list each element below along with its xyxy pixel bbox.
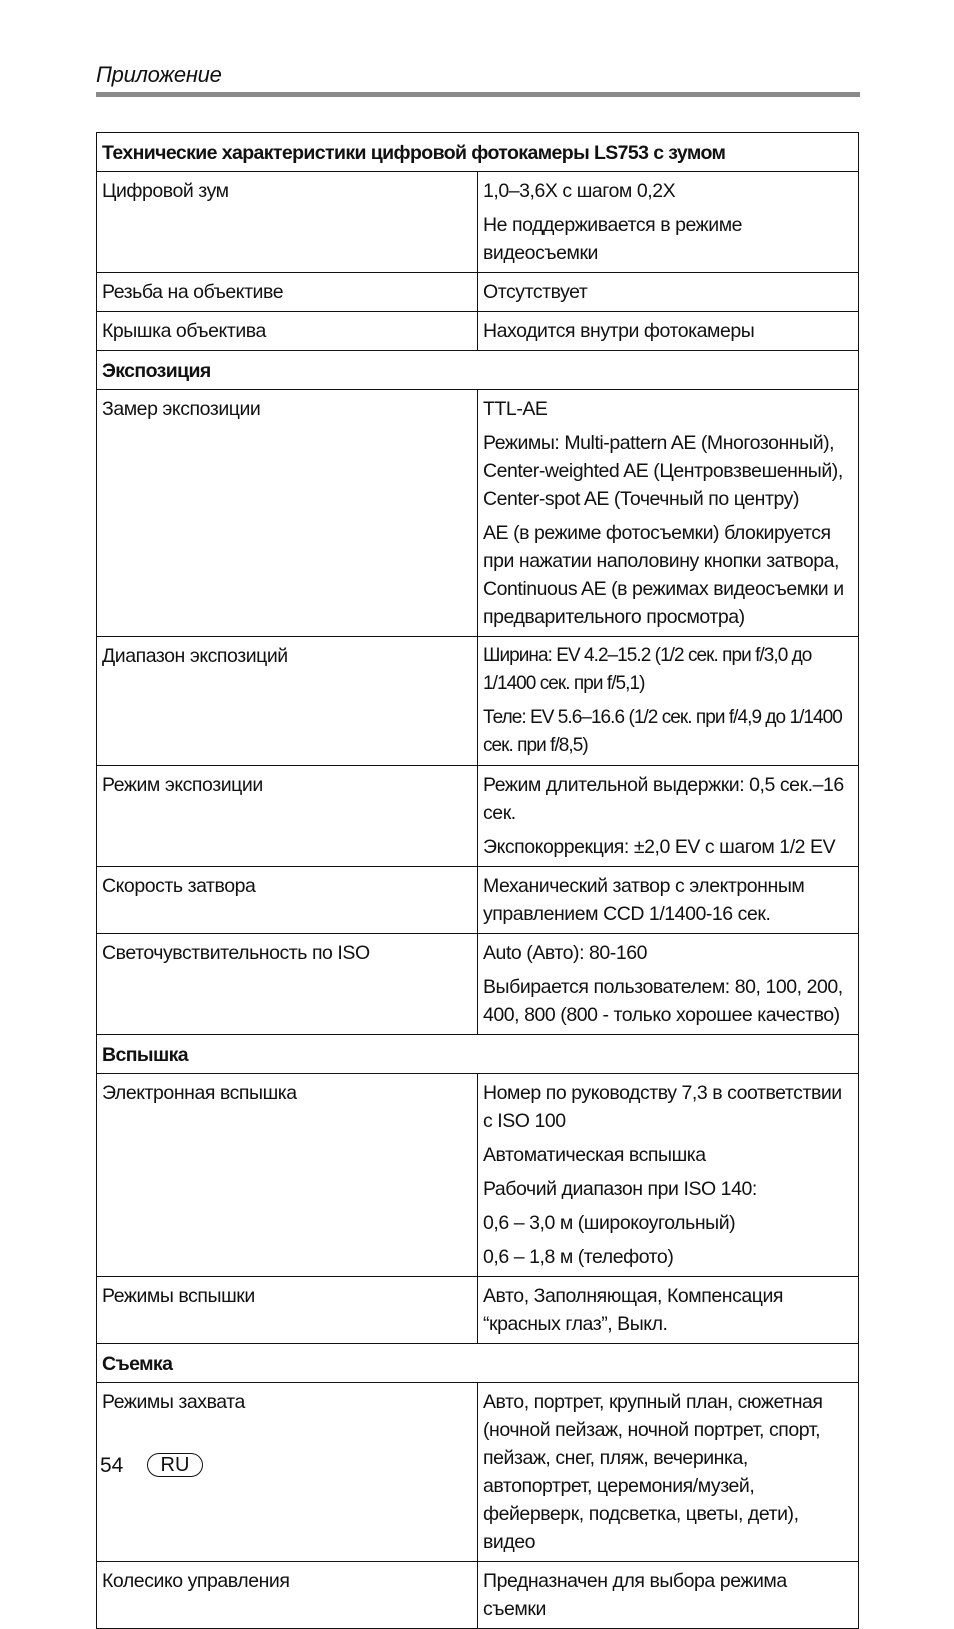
spec-value: Не поддерживается в режиме видеосъемки (483, 214, 743, 264)
table-row (97, 867, 859, 934)
spec-value: 0,6 – 3,0 м (широкоугольный) (483, 1212, 736, 1234)
spec-value: Режимы: Multi-pattern AE (Многозонный), Center-weighted AE (Центровзвешенный), Center-spot AE (Точечный по центру) (483, 432, 843, 510)
spec-value: Авто, Заполняющая, Компенсация “красных глаз”, Выкл. (483, 1285, 784, 1335)
spec-value-cell (478, 766, 859, 867)
spec-label: Электронная вспышка (97, 1074, 478, 1277)
table-row (97, 273, 859, 312)
section-heading: Экспозиция (97, 351, 859, 390)
spec-label: Замер экспозиции (97, 390, 478, 637)
header-divider (96, 92, 860, 97)
section-row (97, 1344, 859, 1383)
spec-value: Автоматическая вспышка (483, 1144, 706, 1166)
spec-value: 1,0–3,6X с шагом 0,2X (483, 180, 676, 202)
page-header (96, 58, 860, 98)
spec-value: Авто, портрет, крупный план, сюжетная (ночной пейзаж, ночной портрет, спорт, пейзаж, снег, пляж, вечеринка, автопортрет, церемония/музей, фейерверк, подсветка, цветы, дети), видео (483, 1391, 823, 1553)
spec-value: Предназначен для выбора режима съемки (483, 1570, 787, 1620)
table-row (97, 390, 859, 637)
section-row (97, 351, 859, 390)
spec-table-title-row (97, 133, 859, 172)
spec-label: Диапазон экспозиций (97, 637, 478, 766)
spec-value-cell (478, 934, 859, 1035)
table-row (97, 766, 859, 867)
table-row (97, 1277, 859, 1344)
spec-value: Находится внутри фотокамеры (483, 320, 755, 342)
spec-value-cell (478, 1562, 859, 1629)
table-row (97, 312, 859, 351)
table-row (97, 934, 859, 1035)
spec-value-cell (478, 867, 859, 934)
spec-value: Ширина: EV 4.2–15.2 (1/2 сек. при f/3,0 до 1/1400 сек. при f/5,1) (483, 645, 812, 694)
spec-value: Выбирается пользователем: 80, 100, 200, 400, 800 (800 - только хорошее качество) (483, 976, 843, 1026)
page-number: 54 (100, 1454, 124, 1477)
spec-value: Auto (Авто): 80-160 (483, 942, 648, 964)
page-footer (100, 1452, 300, 1482)
spec-table-body (97, 133, 859, 1629)
table-row (97, 1562, 859, 1629)
table-row (97, 637, 859, 766)
spec-value-cell (478, 1383, 859, 1562)
spec-label: Цифровой зум (97, 172, 478, 273)
spec-value-cell (478, 1277, 859, 1344)
spec-value: Номер по руководству 7,3 в соответствии с ISO 100 (483, 1082, 842, 1132)
spec-value: Режим длительной выдержки: 0,5 сек.–16 сек. (483, 774, 844, 824)
table-row (97, 172, 859, 273)
spec-value-cell (478, 390, 859, 637)
language-badge: RU (147, 1453, 203, 1477)
page-header-title: Приложение (96, 62, 222, 87)
spec-value-cell (478, 637, 859, 766)
spec-label: Режимы захвата (97, 1383, 478, 1562)
spec-value: Экспокоррекция: ±2,0 EV с шагом 1/2 EV (483, 836, 836, 858)
spec-label: Режим экспозиции (97, 766, 478, 867)
spec-value: Отсутствует (483, 281, 588, 303)
spec-value: Рабочий диапазон при ISO 140: (483, 1178, 757, 1200)
section-row (97, 1035, 859, 1074)
spec-value: Теле: EV 5.6–16.6 (1/2 сек. при f/4,9 до 1/1400 сек. при f/8,5) (483, 707, 842, 756)
spec-label: Колесико управления (97, 1562, 478, 1629)
spec-value-cell (478, 1074, 859, 1277)
spec-value: 0,6 – 1,8 м (телефото) (483, 1246, 674, 1268)
spec-label: Крышка объектива (97, 312, 478, 351)
spec-label: Резьба на объективе (97, 273, 478, 312)
spec-value-cell (478, 172, 859, 273)
spec-table (96, 132, 859, 1629)
table-row (97, 1074, 859, 1277)
spec-value: TTL-AE (483, 398, 548, 420)
spec-value: Механический затвор с электронным управлением CCD 1/1400-16 сек. (483, 875, 805, 925)
spec-value-cell (478, 273, 859, 312)
spec-value-cell (478, 312, 859, 351)
section-heading: Съемка (97, 1344, 859, 1383)
spec-label: Режимы вспышки (97, 1277, 478, 1344)
section-heading: Вспышка (97, 1035, 859, 1074)
spec-label: Светочувствительность по ISO (97, 934, 478, 1035)
spec-label: Скорость затвора (97, 867, 478, 934)
spec-table-title: Технические характеристики цифровой фотокамеры LS753 с зумом (97, 133, 859, 172)
spec-value: AE (в режиме фотосъемки) блокируется при нажатии наполовину кнопки затвора, Continuous AE (в режимах видеосъемки и предварительного просмотра) (483, 522, 844, 628)
